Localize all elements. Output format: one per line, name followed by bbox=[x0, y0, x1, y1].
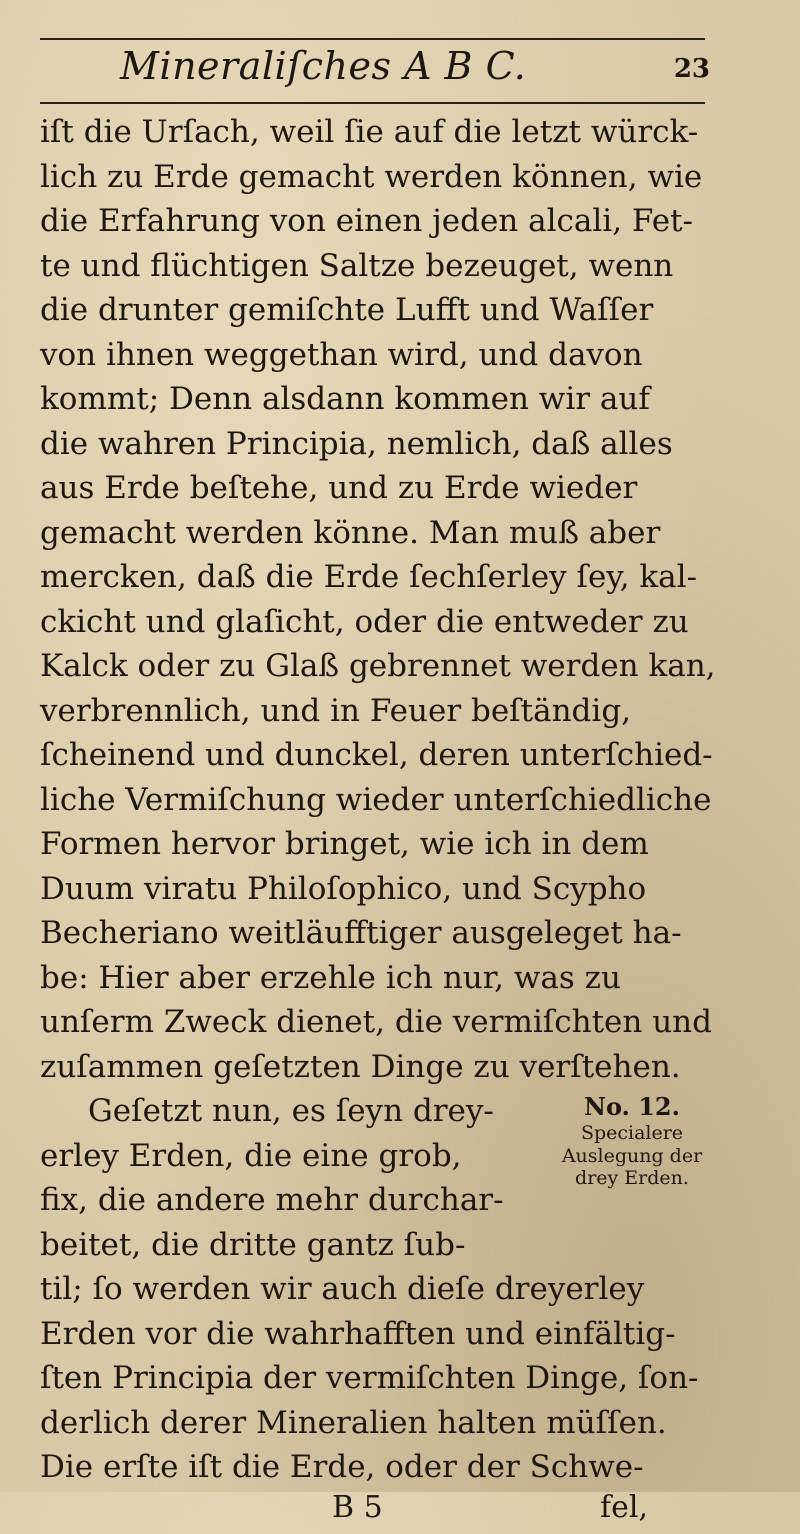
text-line: Die erſte iſt die Erde, oder der Schwe- bbox=[40, 1449, 644, 1485]
text-line: Duum viratu Philoſophico, und Scypho bbox=[40, 870, 647, 907]
catchword: fel, bbox=[600, 1489, 648, 1525]
paragraph-with-margin-note bbox=[40, 1089, 730, 1267]
text-line: verbrennlich, und in Feuer beſtändig, bbox=[40, 692, 632, 729]
text-line: unſerm Zweck dienet, die vermiſchten und bbox=[40, 1004, 712, 1040]
header-rule bbox=[40, 102, 705, 104]
margin-note bbox=[532, 1093, 732, 1190]
text-line: beitet, die dritte gantz ſub- bbox=[40, 1226, 466, 1263]
text-line: liche Vermiſchung wieder unterſchiedliche bbox=[40, 781, 712, 818]
text-block-bottom bbox=[40, 1267, 730, 1490]
text-line: ſcheinend und dunckel, deren unterſchied- bbox=[40, 737, 713, 773]
text-line: mercken, daß die Erde ſechſerley ſey, kal- bbox=[40, 559, 698, 595]
margin-note-line: Specialere bbox=[580, 1121, 684, 1144]
text-line: ckicht und glaſicht, oder die entweder zu bbox=[40, 603, 689, 640]
text-line: ſten Principia der vermiſchten Dinge, ſon- bbox=[40, 1360, 699, 1396]
text-line: zuſammen geſetzten Dinge zu verſtehen. bbox=[40, 1048, 681, 1085]
text-line: til; ſo werden wir auch dieſe dreyerley bbox=[40, 1271, 645, 1307]
text-line: Geſetzt nun, es ſeyn drey- bbox=[88, 1093, 494, 1129]
text-line: Erden vor die wahrhafften und einfältig- bbox=[40, 1315, 676, 1352]
page-number: 23 bbox=[673, 54, 710, 84]
text-line: die drunter gemiſchte Lufft und Waſſer bbox=[40, 292, 654, 328]
text-line: erley Erden, die eine grob, bbox=[40, 1137, 462, 1174]
text-block-narrow bbox=[40, 1089, 510, 1267]
page-header bbox=[120, 40, 710, 102]
text-block-top bbox=[40, 110, 730, 1089]
body-text bbox=[40, 110, 730, 1534]
text-line: kommt; Denn alsdann kommen wir auf bbox=[40, 381, 650, 417]
text-line: Becheriano weitläufftiger ausgeleget ha- bbox=[40, 915, 682, 951]
text-line: fix, die andere mehr durchar- bbox=[40, 1182, 504, 1218]
text-line: Kalck oder zu Glaß gebrennet werden kan, bbox=[40, 648, 716, 684]
text-line: die wahren Principia, nemlich, daß alles bbox=[40, 425, 673, 462]
text-line: Formen hervor bringet, wie ich in dem bbox=[40, 826, 649, 862]
text-line: derlich derer Mineralien halten müſſen. bbox=[40, 1404, 667, 1441]
text-line: von ihnen weggethan wird, und davon bbox=[40, 336, 643, 373]
text-line: te und flüchtigen Saltze bezeuget, wenn bbox=[40, 247, 674, 284]
margin-note-line: Auslegung der bbox=[561, 1144, 703, 1167]
margin-note-line: drey Erden. bbox=[575, 1167, 689, 1190]
text-line: gemacht werden könne. Man muß aber bbox=[40, 514, 661, 551]
text-line: be: Hier aber erzehle ich nur, was zu bbox=[40, 959, 621, 996]
text-line: iſt die Urſach, weil ſie auf die letzt würck- bbox=[40, 114, 699, 150]
text-line: aus Erde beſtehe, und zu Erde wieder bbox=[40, 470, 638, 506]
margin-note-number: No. 12. bbox=[584, 1092, 680, 1121]
signature-mark: B 5 bbox=[332, 1489, 383, 1525]
text-line: lich zu Erde gemacht werden können, wie bbox=[40, 158, 703, 195]
text-line: die Erfahrung von einen jeden alcali, Fet- bbox=[40, 203, 693, 239]
running-title: Mineraliſches A B C. bbox=[120, 44, 527, 88]
page-footer bbox=[40, 1490, 730, 1534]
